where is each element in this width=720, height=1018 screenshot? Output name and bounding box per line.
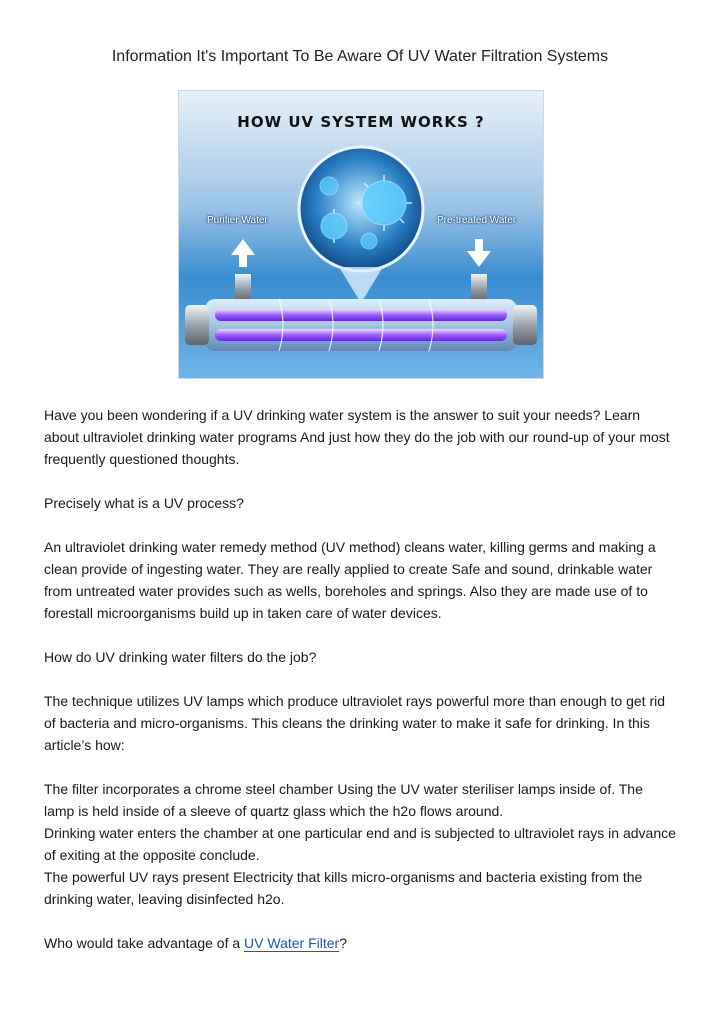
section-heading: How do UV drinking water filters do the job? [44,649,317,665]
arrow-down-icon [467,239,491,267]
closing-prefix: Who would take advantage of a [44,935,245,951]
section-heading: Precisely what is a UV process? [44,495,244,511]
uv-water-filter-link[interactable]: UV Water Filter [244,935,340,951]
closing-question [44,932,676,954]
paragraph: The technique utilizes UV lamps which produce ultraviolet rays powerful more than enough to get rid of bacteria and micro-organisms. This cleans the drinking water to make it safe for drinking. In this article’s how: [44,693,665,753]
outlet-pipe [235,274,251,302]
page-title: Information It's Important To Be Aware Of UV Water Filtration Systems [111,48,609,65]
intro-paragraph: Have you been wondering if a UV drinking water system is the answer to suit your needs? Learn about ultraviolet drinking water programs And just how they do the job with our round-up of your most frequently questioned thoughts. [44,407,670,467]
pretreated-water-label: Pre-treated Water [437,215,517,226]
paragraph: The filter incorporates a chrome steel chamber Using the UV water steriliser lamps inside of. The lamp is held inside of a sleeve of quartz glass which the h2o flows around. [44,781,643,819]
article-body [44,404,676,954]
inlet-pipe [471,274,487,302]
uv-system-diagram [179,91,543,378]
paragraph: Drinking water enters the chamber at one particular end and is subjected to ultraviolet rays in advance of exiting at the opposite conclude. [44,825,676,863]
uv-system-illustration [178,90,544,379]
uv-chamber [185,299,537,351]
paragraph: The powerful UV rays present Electricity that kills micro-organisms and bacteria existing from the drinking water, leaving disinfected h2o. [44,869,643,907]
closing-suffix: ? [339,935,347,951]
paragraph: An ultraviolet drinking water remedy method (UV method) cleans water, killing germs and making a clean provide of ingesting water. They are really applied to create Safe and sound, drinkable water from untreated water provides such as wells, boreholes and springs. Also they are made use of to forestall microorganisms build up in taken care of water devices. [44,539,656,621]
arrow-up-icon [231,239,255,267]
magnifier-circle [299,147,423,303]
figure-heading: HOW UV SYSTEM WORKS ? [237,113,485,131]
purifier-water-label: Purifier Water [207,215,268,226]
